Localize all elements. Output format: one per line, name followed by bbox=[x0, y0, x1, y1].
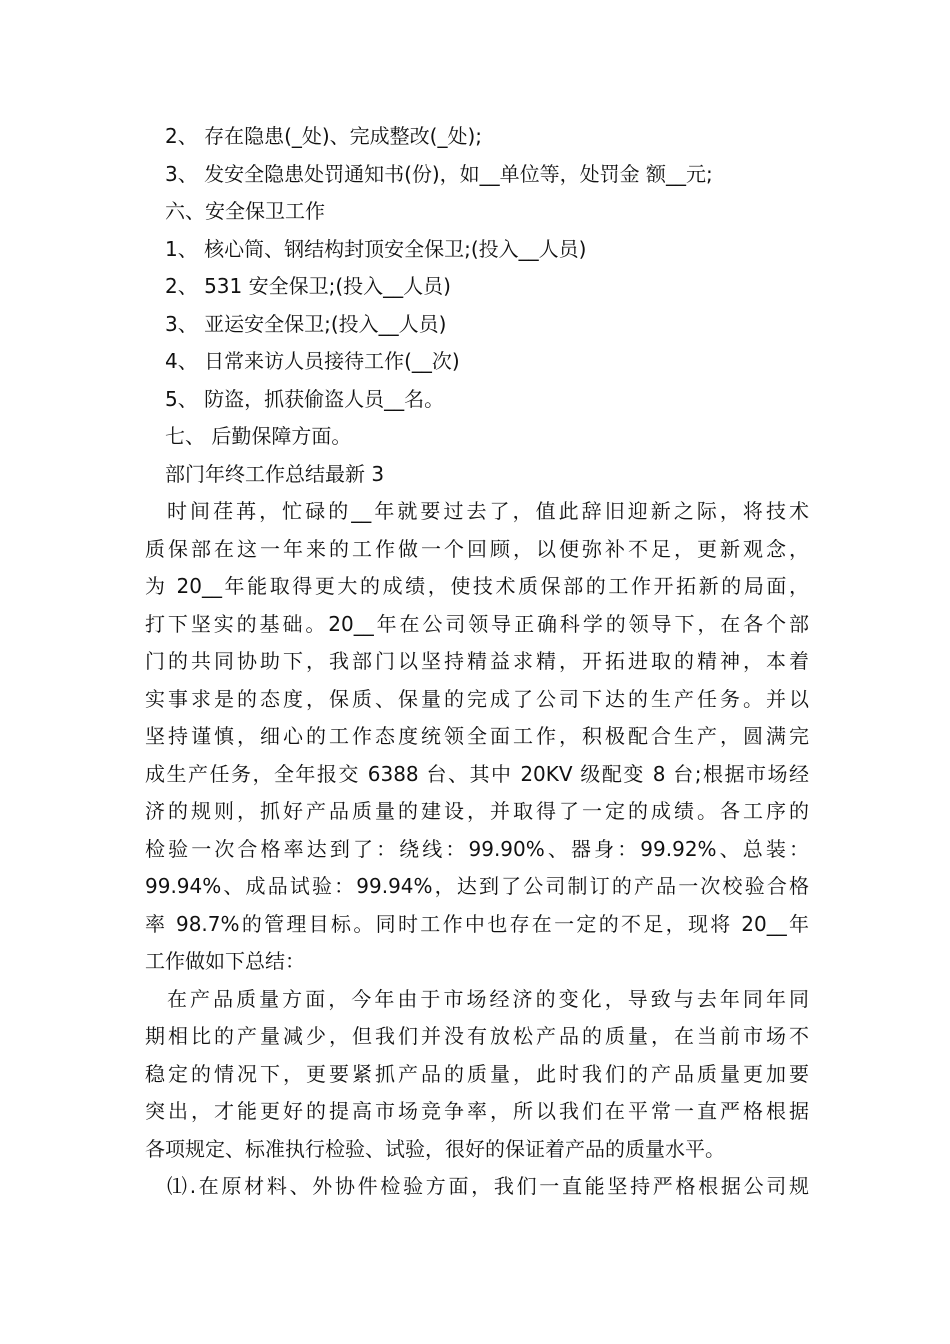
paragraph-line: 成生产任务，全年报交 6388 台、其中 20KV 级配变 8 台;根据市场经 bbox=[145, 761, 809, 786]
paragraph-line: 实事求是的态度，保质、保量的完成了公司下达的生产任务。并以 bbox=[145, 686, 809, 711]
article-title: 部门年终工作总结最新 3 bbox=[165, 461, 385, 486]
paragraph-line: 门的共同协助下，我部门以坚持精益求精，开拓进取的精神，本着 bbox=[145, 649, 809, 673]
paragraph-line: 质保部在这一年来的工作做一个回顾，以便弥补不足，更新观念， bbox=[145, 536, 809, 561]
paragraph-line: 工作做如下总结： bbox=[145, 949, 305, 973]
document-body bbox=[145, 118, 809, 1206]
paragraph-line: ⑴.在原材料、外协件检验方面，我们一直能坚持严格根据公司规 bbox=[167, 1174, 809, 1198]
list-item: 4、 日常来访人员接待工作(__次) bbox=[165, 349, 460, 373]
paragraph-line: 坚持谨慎，细心的工作态度统领全面工作，积极配合生产，圆满完 bbox=[145, 724, 809, 748]
paragraph-line: 济的规则，抓好产品质量的建设，并取得了一定的成绩。各工序的 bbox=[145, 799, 809, 823]
paragraph-line: 打下坚实的基础。20__年在公司领导正确科学的领导下，在各个部 bbox=[145, 611, 809, 636]
paragraph-line: 时间荏苒，忙碌的__年就要过去了，值此辞旧迎新之际，将技术 bbox=[167, 499, 809, 523]
paragraph-line: 突出，才能更好的提高市场竞争率，所以我们在平常一直严格根据 bbox=[145, 1099, 809, 1123]
section-heading: 七、 后勤保障方面。 bbox=[165, 424, 352, 448]
paragraph-line: 检验一次合格率达到了：绕线：99.90%、器身：99.92%、总装： bbox=[145, 836, 809, 861]
list-item: 3、 发安全隐患处罚通知书(份)，如__单位等，处罚金 额__元; bbox=[165, 161, 713, 186]
list-item: 1、 核心筒、钢结构封顶安全保卫;(投入__人员) bbox=[165, 236, 587, 261]
paragraph-line: 为 20__年能取得更大的成绩，使技术质保部的工作开拓新的局面， bbox=[145, 574, 809, 598]
section-heading: 六、安全保卫工作 bbox=[165, 199, 325, 223]
list-item: 2、 存在隐患(_处)、完成整改(_处); bbox=[165, 124, 483, 148]
paragraph-line: 期相比的产量减少，但我们并没有放松产品的质量，在当前市场不 bbox=[145, 1024, 809, 1048]
list-item: 3、 亚运安全保卫;(投入__人员) bbox=[165, 311, 447, 336]
paragraph-line: 率 98.7%的管理目标。同时工作中也存在一定的不足，现将 20__年 bbox=[145, 911, 809, 936]
paragraph-line: 稳定的情况下，更要紧抓产品的质量，此时我们的产品质量更加要 bbox=[145, 1061, 809, 1086]
paragraph-line: 99.94%、成品试验：99.94%，达到了公司制订的产品一次校验合格 bbox=[145, 874, 809, 898]
paragraph-line: 各项规定、标准执行检验、试验，很好的保证着产品的质量水平。 bbox=[145, 1136, 725, 1161]
list-item: 5、 防盗，抓获偷盗人员__名。 bbox=[165, 386, 445, 411]
list-item: 2、 531 安全保卫;(投入__人员) bbox=[165, 274, 451, 298]
paragraph-line: 在产品质量方面，今年由于市场经济的变化，导致与去年同年同 bbox=[167, 986, 809, 1011]
